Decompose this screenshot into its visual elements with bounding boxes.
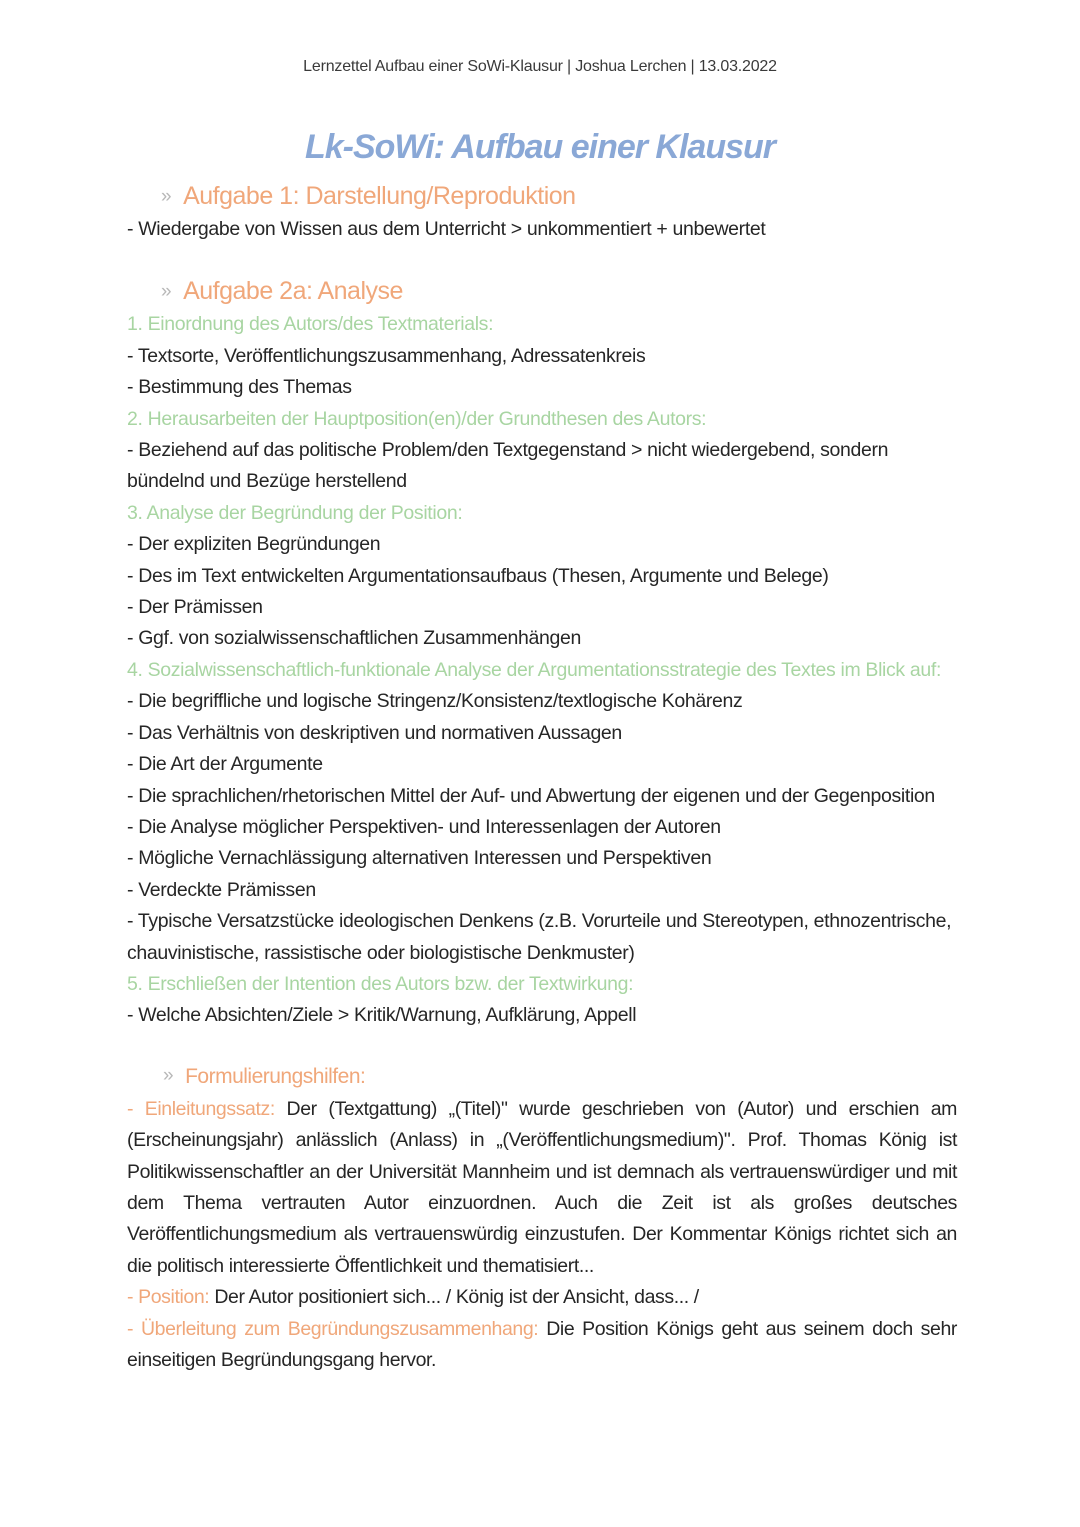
section-heading-text: Formulierungshilfen:	[185, 1064, 366, 1088]
subheading-einordnung: 1. Einordnung des Autors/des Textmaterials:	[127, 313, 494, 336]
paragraph-einleitungssatz	[127, 1094, 957, 1282]
section-heading-formulierungshilfen	[127, 1058, 957, 1094]
hint-text: Die Position Königs geht aus seinem doch sehr einseitigen Begründungsgang hervor.	[127, 1317, 957, 1371]
section-heading-aufgabe-1	[127, 178, 957, 214]
page-title: Lk-SoWi: Aufbau einer Klausur	[304, 128, 776, 166]
subheading-begruendung: 3. Analyse der Begründung der Position:	[127, 501, 463, 524]
list-item: - Ggf. von sozialwissenschaftlichen Zusammenhängen	[127, 627, 581, 650]
list-item: - Das Verhältnis von deskriptiven und normativen Aussagen	[127, 721, 622, 744]
paragraph-ueberleitung	[127, 1314, 957, 1377]
list-item: - Die Analyse möglicher Perspektiven- und Interessenlagen der Autoren	[127, 815, 721, 838]
list-item: - Typische Versatzstücke ideologischen Denkens (z.B. Vorurteile und Stereotypen, ethnozentrische, chauvinistische, rassistische oder biologistische Denkmuster)	[127, 910, 952, 964]
list-item: - Textsorte, Veröffentlichungszusammenhang, Adressatenkreis	[127, 344, 646, 367]
section-heading-text: Aufgabe 1: Darstellung/Reproduktion	[183, 182, 576, 210]
list-item: - Beziehend auf das politische Problem/den Textgegenstand > nicht wiedergebend, sondern bündelnd und Bezüge herstellend	[127, 439, 889, 493]
paragraph-position	[127, 1282, 957, 1313]
list-item: - Der expliziten Begründungen	[127, 533, 381, 556]
hint-text: Der Autor positioniert sich... / König ist der Ansicht, dass... /	[209, 1286, 699, 1309]
hint-label: - Einleitungssatz:	[127, 1097, 275, 1120]
list-item: - Die sprachlichen/rhetorischen Mittel der Auf- und Abwertung der eigenen und der Gegenposition	[127, 784, 935, 807]
list-item: - Verdeckte Prämissen	[127, 878, 316, 901]
subheading-hauptposition: 2. Herausarbeiten der Hauptposition(en)/der Grundthesen des Autors:	[127, 407, 707, 430]
document-body	[127, 178, 957, 1376]
subheading-intention: 5. Erschließen der Intention des Autors bzw. der Textwirkung:	[127, 972, 634, 995]
double-chevron-icon: »	[163, 1064, 174, 1086]
list-item: - Wiedergabe von Wissen aus dem Unterricht > unkommentiert + unbewertet	[127, 218, 766, 240]
hint-text: Der (Textgattung) „(Titel)" wurde geschrieben von (Autor) und erschien am (Erscheinungsjahr) anlässlich (Anlass) in „(Veröffentlichungsmedium)". Prof. Thomas König ist Politikwissenschaftler an der Universität Mannheim und ist demnach als vertrauenswürdiger und mit dem Thema vertrauten Autor einzuordnen. Auch die Zeit ist als großes deutsches Veröffentlichungsmedium als vertrauenswürdig einzustufen. Der Kommentar Königs richtet sich an die politisch interessierte Öffentlichkeit und thematisiert...	[127, 1097, 958, 1277]
double-chevron-icon: »	[161, 186, 172, 207]
list-item: - Bestimmung des Themas	[127, 376, 352, 399]
list-item: - Mögliche Vernachlässigung alternativen Interessen und Perspektiven	[127, 847, 712, 870]
list-item: - Des im Text entwickelten Argumentationsaufbaus (Thesen, Argumente und Belege)	[127, 564, 829, 587]
hint-label: - Überleitung zum Begründungszusammenhang:	[127, 1317, 539, 1340]
list-item: - Welche Absichten/Ziele > Kritik/Warnung, Aufklärung, Appell	[127, 1004, 637, 1027]
subheading-argumentationsstrategie: 4. Sozialwissenschaftlich-funktionale Analyse der Argumentationsstrategie des Textes im Blick auf:	[127, 658, 942, 681]
list-item: - Die begriffliche und logische Stringenz/Konsistenz/textlogische Kohärenz	[127, 690, 743, 713]
list-item: - Der Prämissen	[127, 596, 263, 619]
list-item: - Die Art der Argumente	[127, 753, 323, 776]
page-header: Lernzettel Aufbau einer SoWi-Klausur | Joshua Lerchen | 13.03.2022	[303, 58, 777, 75]
double-chevron-icon: »	[161, 281, 172, 303]
section-heading-text: Aufgabe 2a: Analyse	[183, 277, 403, 306]
hint-label: - Position:	[127, 1286, 210, 1309]
section-heading-aufgabe-2a	[127, 273, 957, 309]
